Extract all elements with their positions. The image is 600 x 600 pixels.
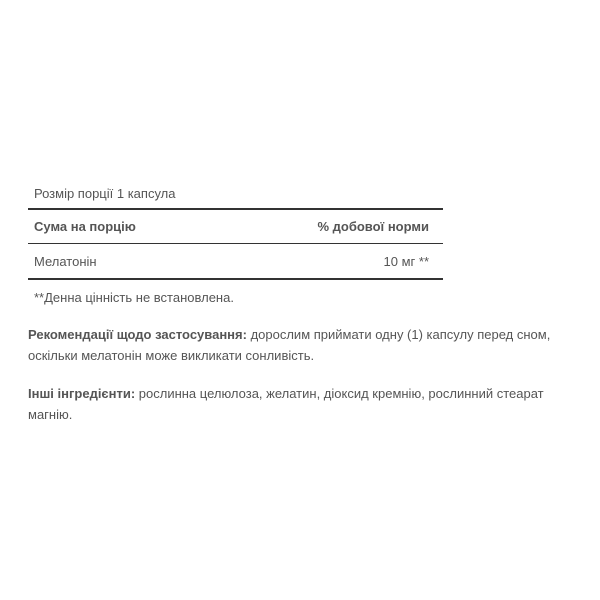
daily-value-header: % добової норми (317, 219, 429, 234)
other-ingredients-paragraph (28, 383, 588, 425)
amount-per-serving-header: Сума на порцію (34, 219, 136, 234)
usage-paragraph (28, 324, 588, 366)
ingredient-amount: 10 мг ** (383, 253, 429, 269)
usage-label: Рекомендації щодо застосування: (28, 327, 247, 342)
table-header-row (28, 210, 443, 244)
serving-size: Розмір порції 1 капсула (28, 180, 443, 210)
other-ingredients-label: Інші інгредієнти: (28, 386, 136, 401)
supplement-facts-table (28, 180, 443, 280)
ingredient-name: Мелатонін (34, 253, 97, 269)
other-ingredients-text: рослинна целюлоза, желатин, діоксид кремнію, рослинний стеарат магнію. (28, 386, 544, 422)
usage-text: дорослим приймати одну (1) капсулу перед сном, оскільки мелатонін може викликати сонливість. (28, 327, 551, 363)
table-row (28, 244, 443, 280)
daily-value-footnote: **Денна цінність не встановлена. (34, 290, 234, 305)
